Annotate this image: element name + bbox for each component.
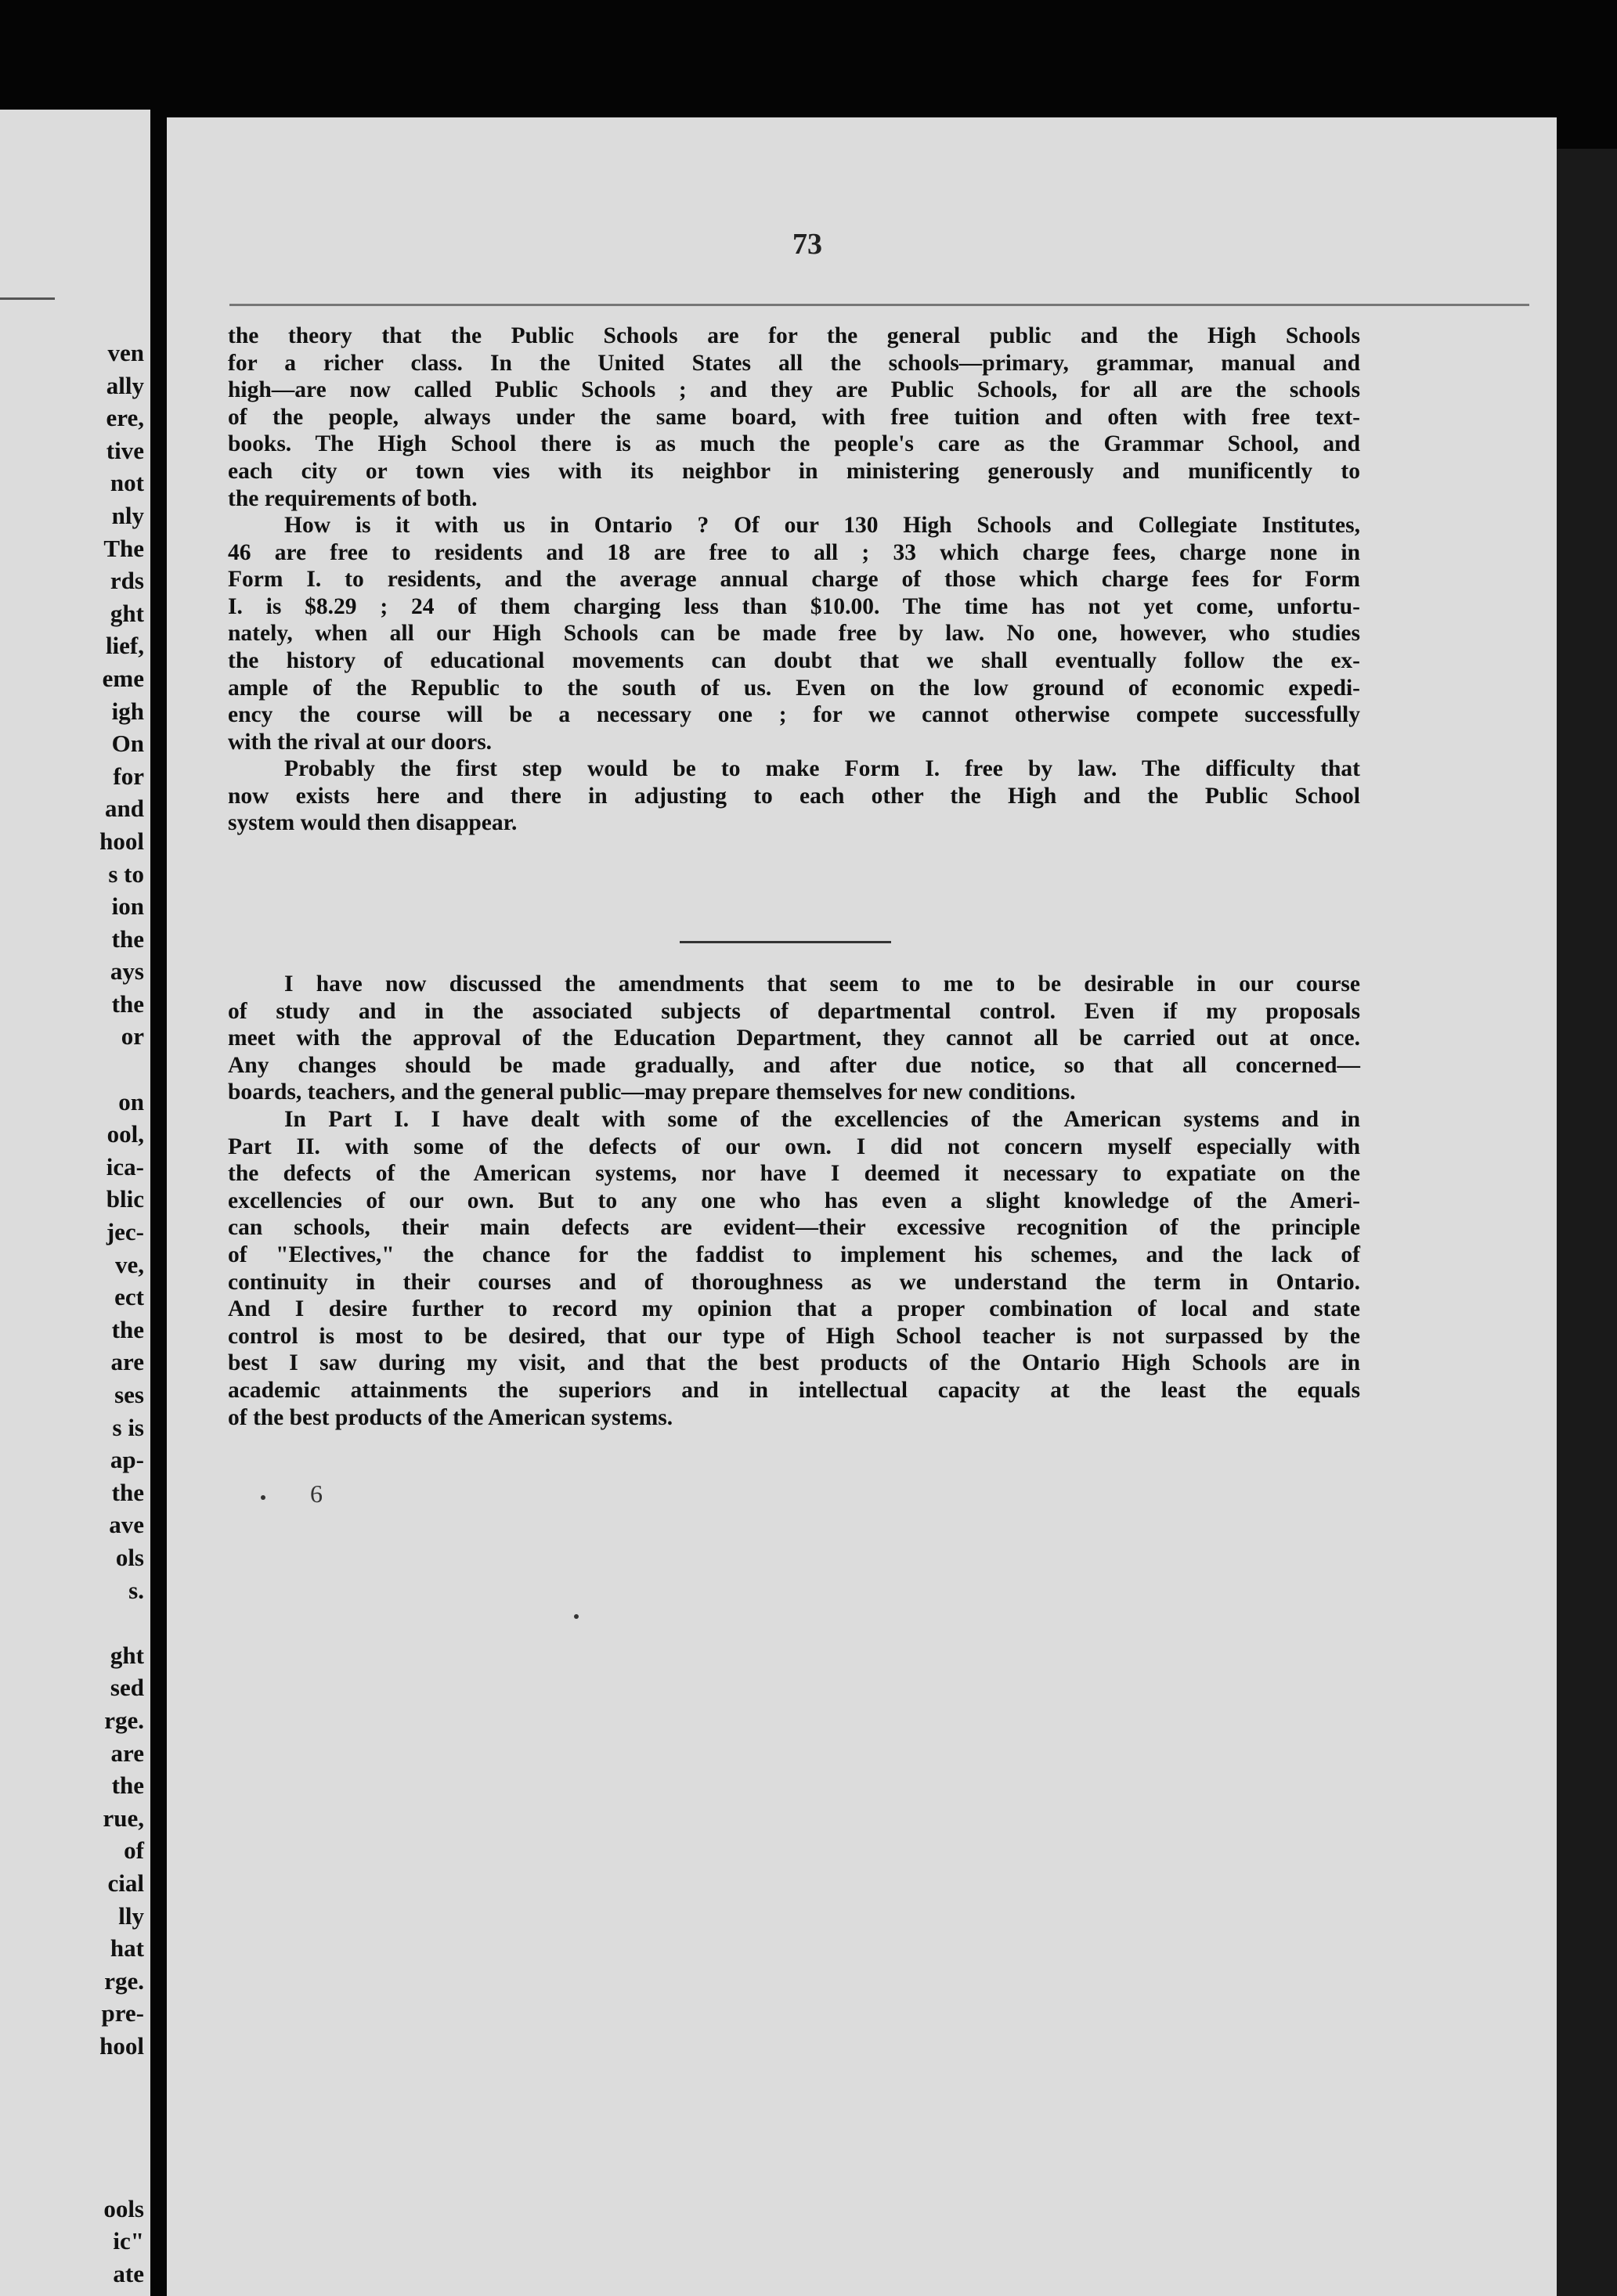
left-page-fragment: are: [110, 1348, 144, 1376]
left-page-fragment: or: [121, 1022, 144, 1051]
left-page-fragment: [3, 1053, 144, 1086]
left-page-fragment: pre-: [101, 1999, 144, 2027]
left-facing-page: [0, 110, 150, 2296]
text-line: for a richer class. In the United States all the schools—primary, grammar, manual and: [228, 350, 1360, 376]
text-line: Any changes should be made gradually, and after due notice, so that all concerned—: [228, 1052, 1360, 1078]
text-line: the theory that the Public Schools are for the general public and the High Schools: [228, 323, 1360, 348]
left-page-fragment: ally: [106, 371, 144, 399]
left-page-fragment: the: [111, 989, 144, 1018]
left-page-fragment: ion: [111, 892, 144, 921]
text-line: And I desire further to record my opinion that a proper combination of local and state: [228, 1296, 1360, 1322]
left-page-fragment: [3, 2095, 144, 2128]
text-line: each city or town vies with its neighbor in ministering generously and munificently to: [228, 458, 1360, 484]
paragraph-amendments: [228, 971, 1360, 1106]
left-page-fragment: ic": [113, 2227, 144, 2255]
left-page-fragment: ect: [114, 1283, 144, 1311]
left-page-fragment: On: [111, 730, 144, 758]
text-line: academic attainments the superiors and in intellectual capacity at the least the equals: [228, 1377, 1360, 1403]
text-line: ample of the Republic to the south of us. Even on the low ground of economic expedi-: [228, 675, 1360, 701]
left-page-fragment: [3, 2160, 144, 2193]
left-page-fragment: igh: [111, 697, 144, 725]
text-line: system would then disappear.: [228, 810, 518, 836]
text-line: of "Electives," the chance for the faddist to implement his schemes, and the lack of: [228, 1242, 1360, 1267]
text-line: of the people, always under the same board, with free tuition and often with free text-: [228, 404, 1360, 430]
ink-speck: [574, 1614, 579, 1619]
text-line: How is it with us in Ontario ? Of our 130 High Schools and Collegiate Institutes,: [284, 513, 1360, 538]
text-line: control is most to be desired, that our type of High School teacher is not surpassed by the: [228, 1323, 1360, 1349]
left-page-fragment: ols: [115, 1543, 144, 1571]
text-line: Probably the first step would be to make Form I. free by law. The difficulty that: [284, 756, 1360, 781]
left-page-fragment: ica-: [106, 1152, 144, 1180]
page-number: 73: [792, 228, 822, 261]
left-page-fragment: lly: [118, 1901, 144, 1930]
left-page-fragment: for: [113, 762, 144, 790]
left-page-fragment: rge.: [104, 1966, 144, 1995]
left-page-fragment: ght: [110, 1641, 144, 1669]
text-line: the defects of the American systems, nor have I deemed it necessary to expatiate on the: [228, 1161, 1360, 1187]
text-line: Part II. with some of the defects of our own. I did not concern myself especially with: [228, 1134, 1360, 1159]
left-page-fragment: s.: [128, 1576, 144, 1604]
left-page-fragment: lief,: [105, 632, 144, 660]
left-page-fragment: not: [110, 469, 144, 497]
text-line: books. The High School there is as much the people's care as the Grammar School, and: [228, 431, 1360, 457]
text-line: ency the course will be a necessary one ; for we cannot otherwise compete successfully: [228, 702, 1360, 728]
left-page-fragment: the: [111, 925, 144, 953]
text-line: of the best products of the American systems.: [228, 1404, 673, 1430]
left-page-fragment: of: [124, 1836, 144, 1865]
left-page-fragment: ate: [113, 2260, 144, 2288]
left-page-fragment: sed: [110, 1674, 144, 1702]
left-page-fragment: [3, 2062, 144, 2095]
ink-speck: [261, 1495, 265, 1500]
left-page-fragment: s to: [108, 860, 144, 888]
left-page-fragment: ght: [110, 599, 144, 627]
left-page-fragment: on: [118, 1087, 144, 1116]
left-page-fragment: ave: [109, 1511, 144, 1539]
left-page-fragment: rue,: [103, 1804, 144, 1832]
page-edge-shadow: [1557, 149, 1617, 2296]
paragraph-first-step: [228, 755, 1360, 837]
left-page-fragment: [3, 2128, 144, 2161]
left-page-rule: [0, 297, 55, 300]
left-page-fragment: nly: [111, 501, 144, 529]
left-page-fragment: the: [111, 1478, 144, 1506]
left-page-fragment: are: [110, 1739, 144, 1767]
text-line: In Part I. I have dealt with some of the excellencies of the American systems and in: [284, 1107, 1360, 1132]
text-line: I have now discussed the amendments that seem to me to be desirable in our course: [284, 971, 1360, 997]
left-page-fragment: ven: [107, 339, 144, 366]
text-line: Form I. to residents, and the average annual charge of those which charge fees for Form: [228, 567, 1360, 593]
left-page-fragment: jec-: [106, 1218, 144, 1246]
section-divider: [680, 941, 891, 943]
text-line: of study and in the associated subjects of departmental control. Even if my proposals: [228, 998, 1360, 1024]
left-page-fragment: [3, 1606, 144, 1639]
left-page-fragment: hool: [99, 2031, 144, 2060]
left-page-fragment: ap-: [110, 1446, 144, 1474]
left-page-fragment: hool: [99, 827, 144, 855]
left-page-fragment: rge.: [104, 1706, 144, 1734]
left-page-fragment: tive: [106, 436, 144, 464]
left-page-fragment: the: [111, 1772, 144, 1800]
left-page-text-fragments: [3, 337, 144, 2291]
header-rule: [229, 304, 1529, 306]
left-page-fragment: rds: [110, 567, 144, 595]
left-page-fragment: and: [105, 795, 144, 823]
left-page-fragment: ool,: [106, 1120, 144, 1148]
document-page: [167, 117, 1557, 2296]
left-page-fragment: ses: [114, 1381, 144, 1408]
left-page-fragment: The: [103, 534, 144, 562]
left-page-fragment: ools: [103, 2194, 144, 2222]
paragraph-public-schools: [228, 323, 1360, 512]
text-line: high—are now called Public Schools ; and they are Public Schools, for all are the schools: [228, 377, 1360, 403]
paragraph-conclusion: [228, 1106, 1360, 1431]
text-line: now exists here and there in adjusting to each other the High and the Public School: [228, 783, 1360, 809]
text-line: with the rival at our doors.: [228, 729, 493, 755]
left-page-fragment: eme: [102, 664, 144, 692]
left-page-fragment: the: [111, 1315, 144, 1343]
left-page-fragment: ere,: [106, 404, 144, 432]
text-line: meet with the approval of the Education Department, they cannot all be carried out at once.: [228, 1025, 1360, 1051]
left-page-fragment: ve,: [114, 1250, 144, 1278]
text-line: boards, teachers, and the general public—may prepare themselves for new conditions.: [228, 1080, 1076, 1105]
left-page-fragment: hat: [110, 1934, 144, 1963]
text-line: nately, when all our High Schools can be made free by law. No one, however, who studies: [228, 621, 1360, 647]
text-line: best I saw during my visit, and that the best products of the Ontario High Schools are in: [228, 1350, 1360, 1376]
left-page-fragment: ays: [110, 957, 144, 986]
paragraph-ontario-fees: [228, 512, 1360, 755]
text-line: can schools, their main defects are evident—their excessive recognition of the principle: [228, 1215, 1360, 1241]
text-line: the requirements of both.: [228, 485, 478, 511]
signature-mark: 6: [310, 1480, 323, 1508]
text-line: 46 are free to residents and 18 are free to all ; 33 which charge fees, charge none in: [228, 539, 1360, 565]
text-line: continuity in their courses and of thoroughness as we understand the term in Ontario.: [228, 1269, 1360, 1295]
left-page-fragment: s is: [112, 1413, 144, 1441]
text-line: the history of educational movements can doubt that we shall eventually follow the ex-: [228, 647, 1360, 673]
text-line: I. is $8.29 ; 24 of them charging less than $10.00. The time has not yet come, unfortu-: [228, 593, 1360, 619]
left-page-fragment: cial: [107, 1869, 144, 1897]
left-page-fragment: blic: [106, 1185, 144, 1213]
text-line: excellencies of our own. But to any one who has even a slight knowledge of the Ameri-: [228, 1188, 1360, 1213]
